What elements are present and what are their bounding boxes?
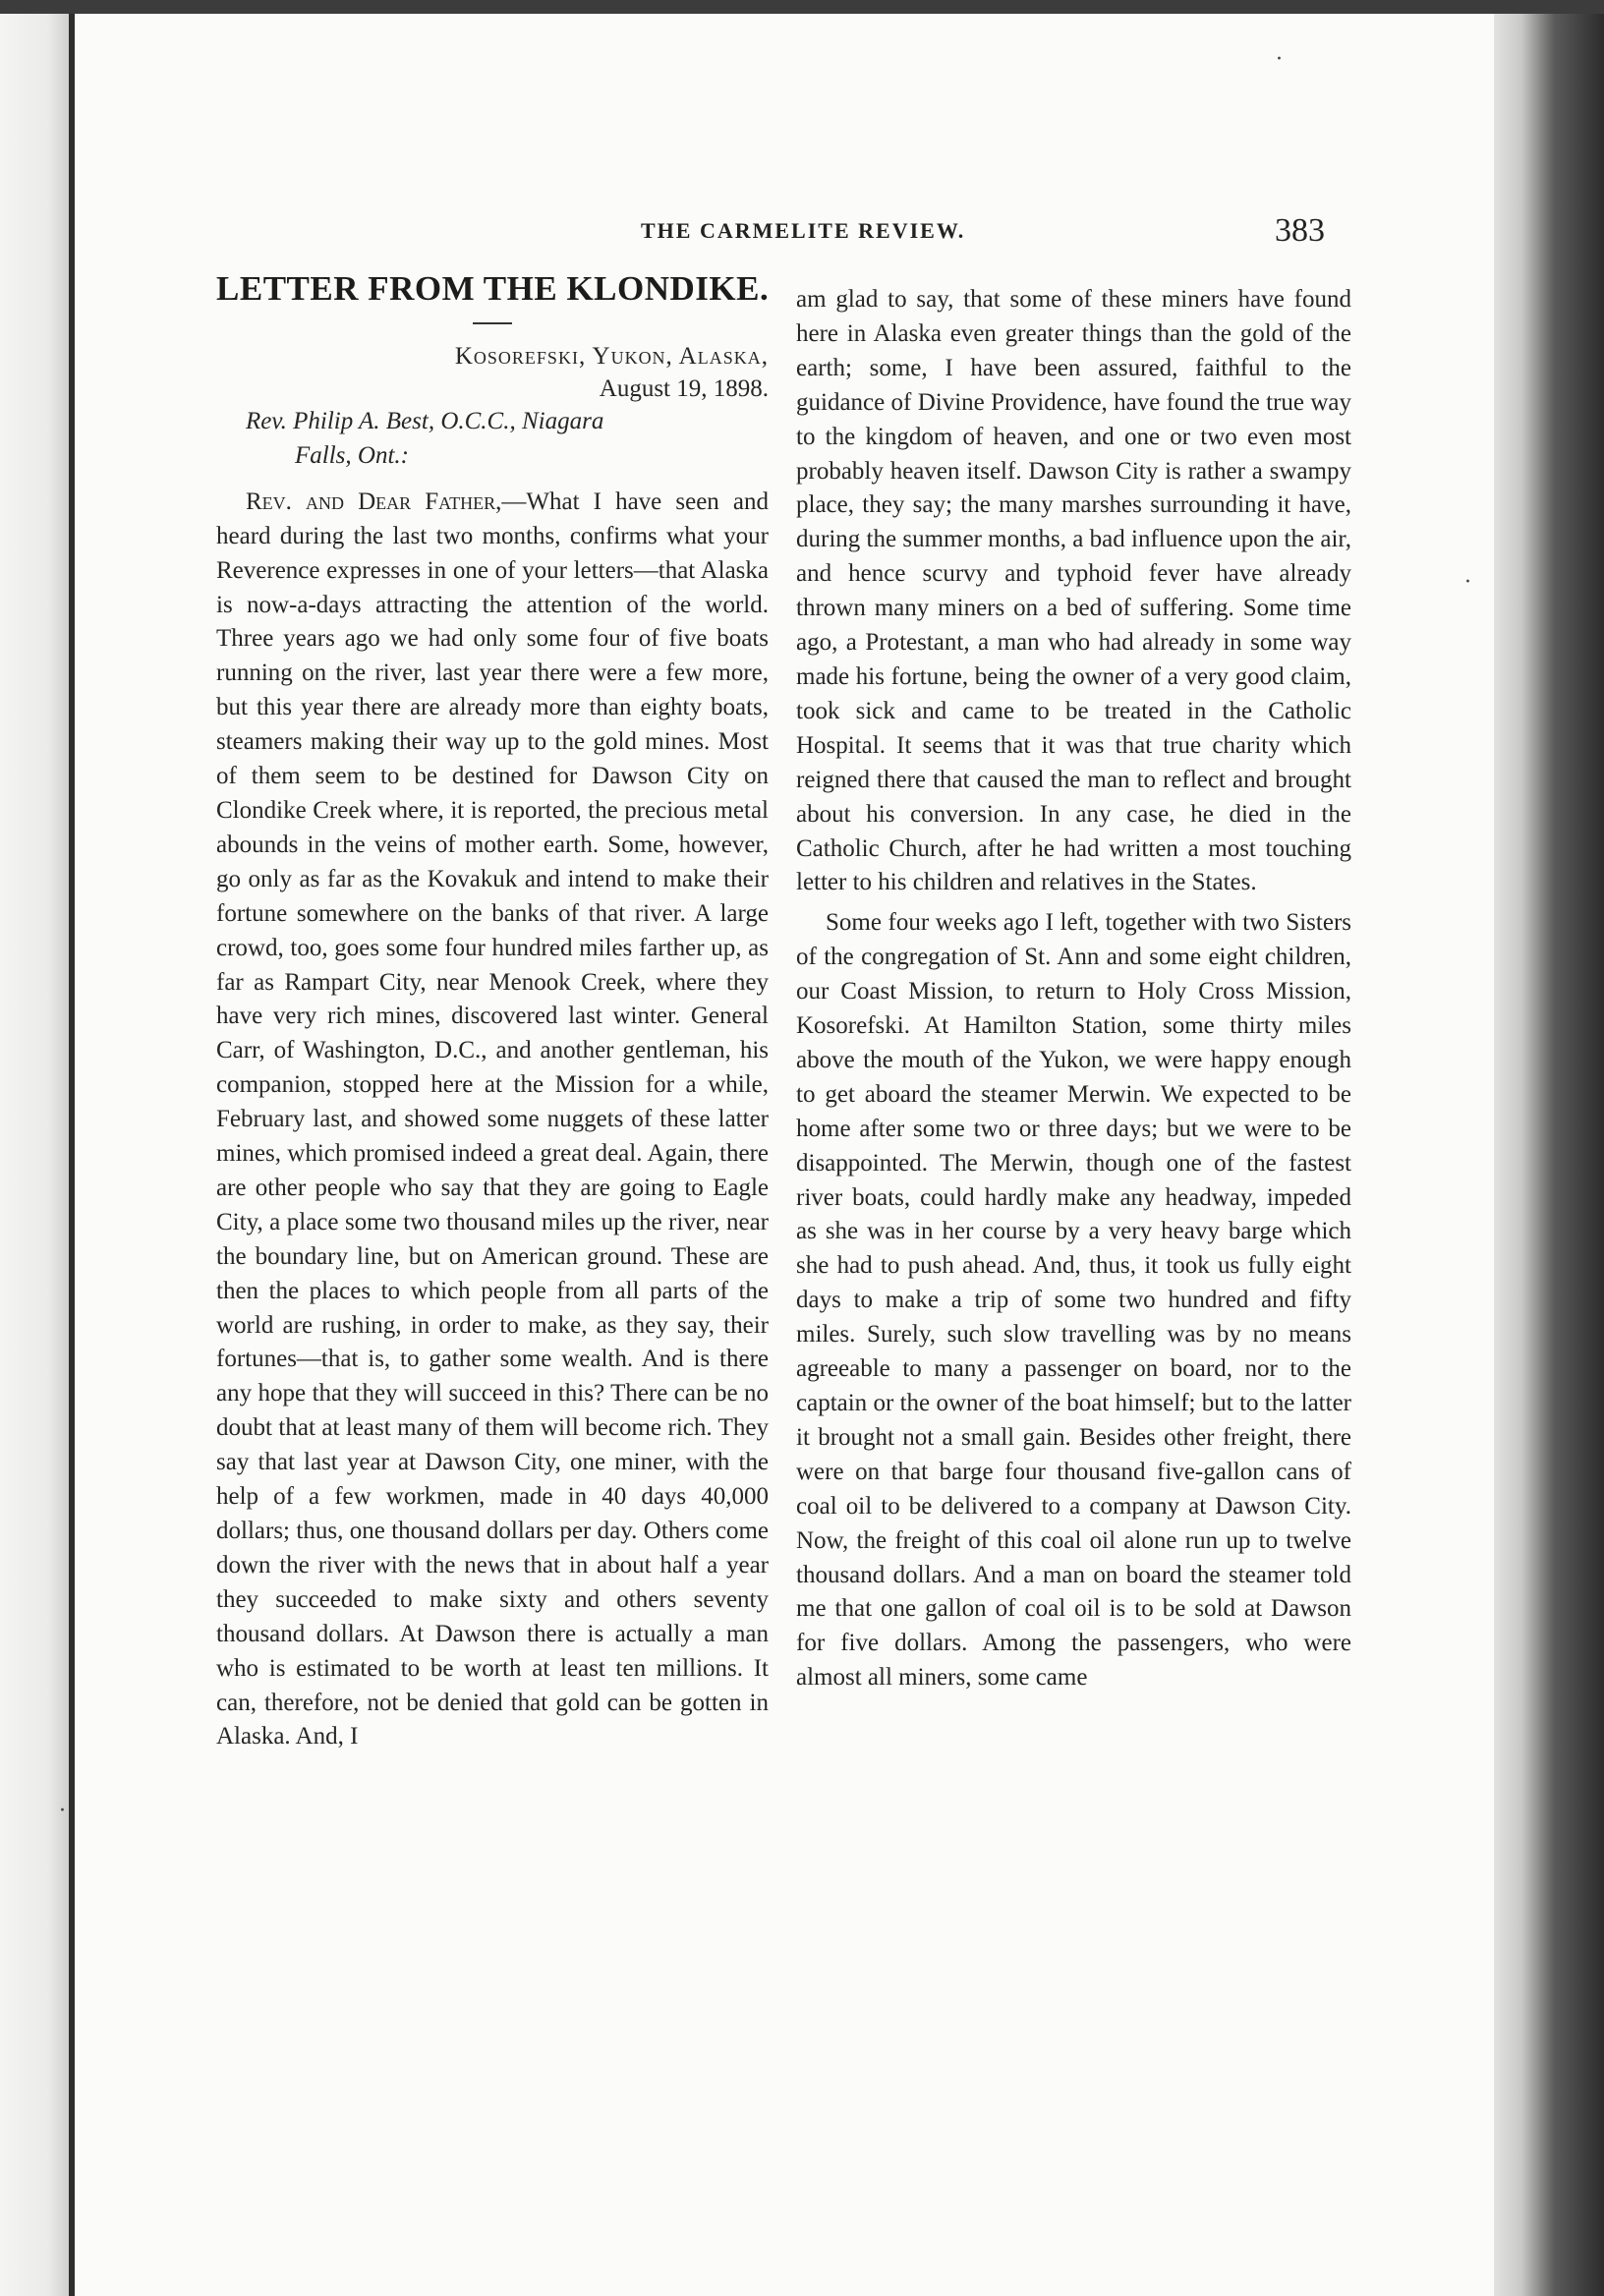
addressee <box>216 405 769 474</box>
speck-mark: · <box>1276 47 1283 72</box>
article-headline: LETTER FROM THE KLONDIKE. <box>216 269 770 308</box>
dateline-date: August 19, 1898. <box>599 375 769 402</box>
column-left <box>216 265 769 1754</box>
salutation: Rev. and Dear Father, <box>246 488 502 515</box>
addressee-line-1: Rev. Philip A. Best, O.C.C., Niagara <box>246 408 604 434</box>
speck-mark: · <box>59 1799 66 1823</box>
headline-rule <box>473 322 512 324</box>
page-number: 383 <box>1275 212 1325 249</box>
addressee-line-2: Falls, Ont.: <box>295 441 409 469</box>
dateline-place: Kosorefski, Yukon, Alaska, <box>454 343 769 370</box>
scan-top-border <box>0 0 1604 14</box>
right-page-edge <box>1494 14 1604 2296</box>
paragraph-1-text: —What I have seen and heard during the last two months, confirms what your Reverence expresses in one of your letters—that Alaska is now-a-days attracting the attention of the world. Three years ago we had only some four of five boats running on the river, last year there were a few more, but this year there are already more than eighty boats, steamers making their way up to the gold mines. Most of them seem to be destined for Dawson City on Clondike Creek where, it is reported, the precious metal abounds in the veins of mother earth. Some, however, go only as far as the Kovakuk and intend to make their fortune somewhere on the banks of that river. A large crowd, too, goes some four hundred miles farther up, as far as Rampart City, near Menook Creek, where they have very rich mines, discovered last winter. General Carr, of Washington, D.C., and another gentleman, his companion, stopped here at the Mission for a while, February last, and showed some nuggets of these latter mines, which promised indeed a great deal. Again, there are other people who say that they are going to Eagle City, a place some two thousand miles up the river, near the boundary line, but on American ground. These are then the places to which people from all parts of the world are rushing, in order to make, as they say, their fortunes—that is, to gather some wealth. And is there any hope that they will succeed in this? There can be no doubt that at least many of them will become rich. They say that last year at Dawson City, one miner, with the help of a few workmen, made in 40 days 40,000 dollars; thus, one thousand dollars per day. Others come down the river with the news that in about half a year they succeeded to make sixty and others seventy thousand dollars. At Dawson there is actually a man who is estimated to be worth at least ten millions. It can, therefore, not be denied that gold can be gotten in Alaska. And, I <box>216 488 769 1751</box>
paragraph-1-continued: am glad to say, that some of these miners have found here in Alaska even greater things than the gold of the earth; some, I have been assured, faithful to the guidance of Divine Providence, have found the true way to the kingdom of heaven, and one or two even most probably heaven itself. Dawson City is rather a swampy place, they say; the many marshes surrounding it have, during the summer months, a bad influence upon the air, and hence scurvy and typhoid fever have already thrown many miners on a bed of suffering. Some time ago, a Protestant, a man who had already in some way made his fortune, being the owner of a very good claim, took sick and came to be treated in the Catholic Hospital. It seems that it was that true charity which reigned there that caused the man to reflect and brought about his conversion. In any case, he died in the Catholic Church, after he had written a most touching letter to his children and relatives in the States. <box>796 286 1351 896</box>
previous-page-edge <box>0 14 69 2296</box>
column-right <box>796 283 1351 1695</box>
paragraph-2: Some four weeks ago I left, together with two Sisters of the congregation of St. Ann and some eight children, our Coast Mission, to return to Holy Cross Mission, Kosorefski. At Hamilton Station, some thirty miles above the mouth of the Yukon, we were happy enough to get aboard the steamer Merwin. We expected to be home after some two or three days; but we were to be disappointed. The Merwin, though one of the fastest river boats, could hardly make any headway, impeded as she was in her course by a very heavy barge which she had to push ahead. And, thus, it took us fully eight days to make a trip of some two hundred and fifty miles. Surely, such slow travelling was by no means agreeable to many a passenger on board, nor to the captain or the owner of the boat himself; but to the latter it brought not a small gain. Besides other freight, there were on that barge four thousand five-gallon cans of coal oil to be delivered to a company at Dawson City. Now, the freight of this coal oil alone run up to twelve thousand dollars. And a man on board the steamer told me that one gallon of coal oil is to be sold at Dawson for five dollars. Among the passengers, who were almost all miners, some came <box>796 909 1351 1692</box>
speck-mark: · <box>1464 570 1471 595</box>
dateline <box>216 340 769 405</box>
paragraph-1 <box>216 486 769 1755</box>
running-title: THE CARMELITE REVIEW. <box>641 218 966 243</box>
